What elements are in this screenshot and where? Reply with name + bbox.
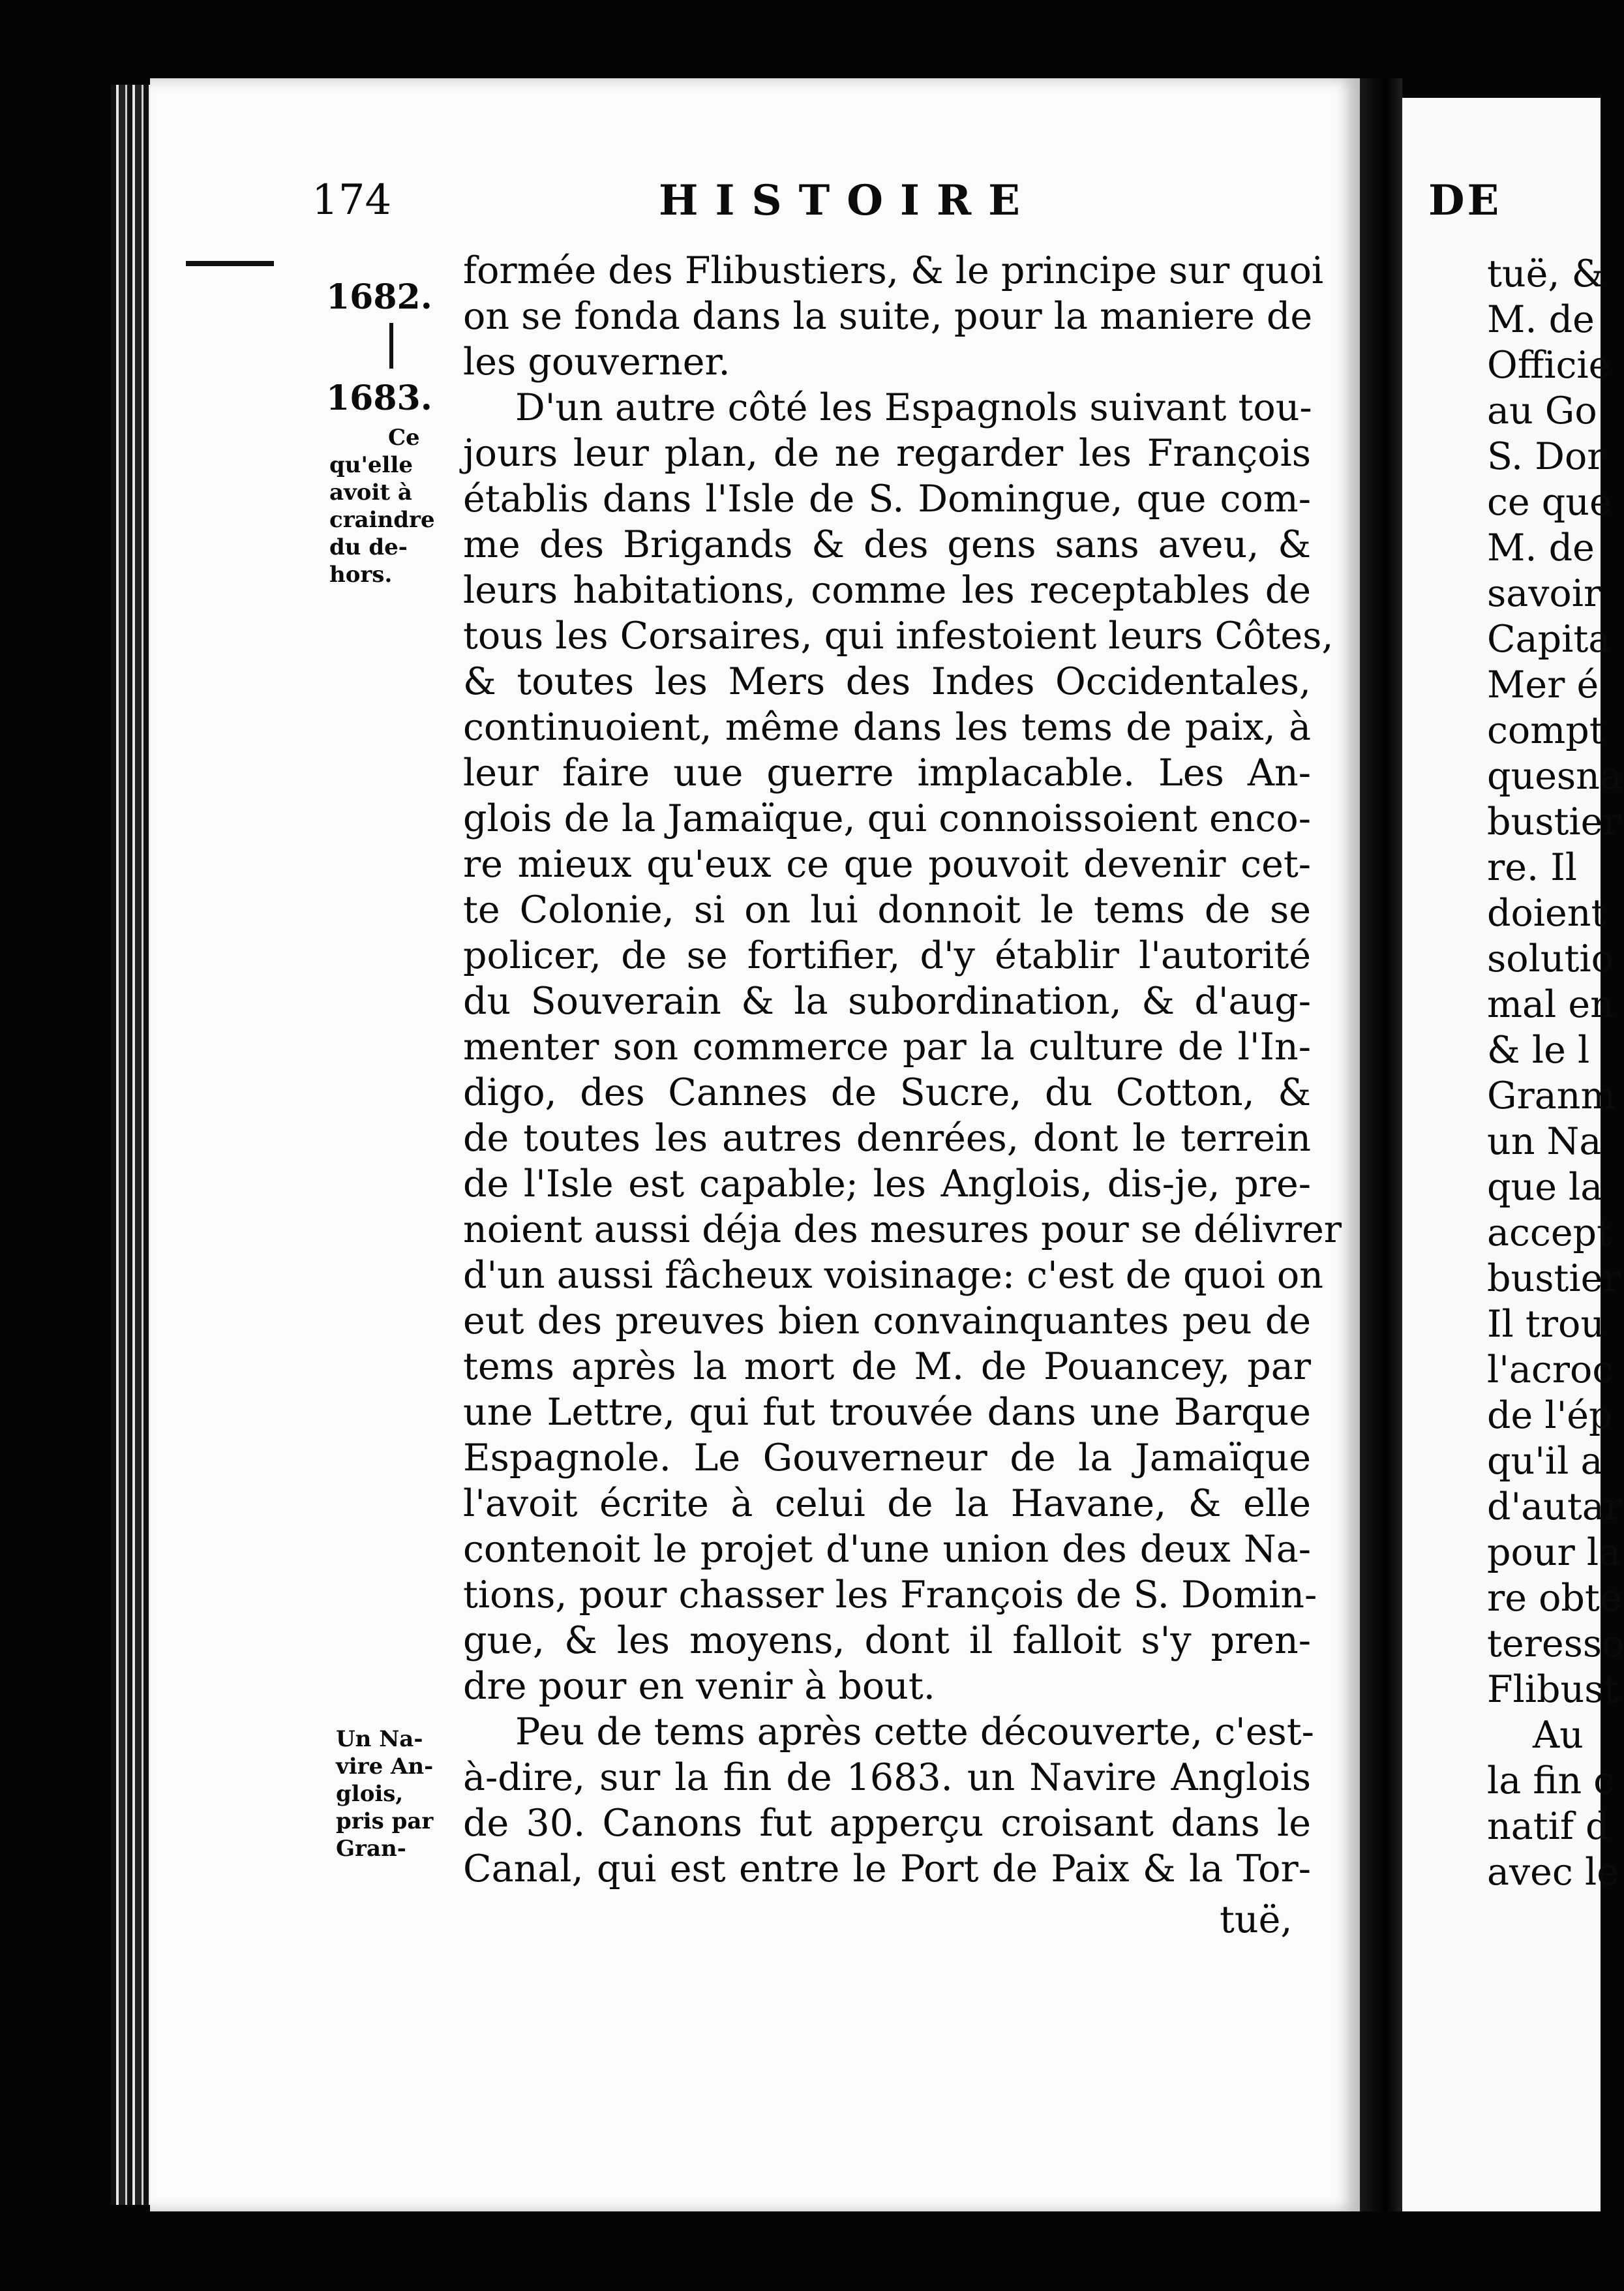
text-line: solutio <box>1487 937 1614 980</box>
page-number: 174 <box>312 176 392 224</box>
text-line: mal en <box>1487 983 1614 1026</box>
text-line: Flibust <box>1487 1668 1619 1711</box>
margin-note-line: vire An- <box>336 1753 434 1780</box>
text-line: à-dire, sur la fin de 1683. un Navire Anglois <box>463 1756 1311 1799</box>
right-body-text <box>1487 251 1624 1895</box>
text-line: te Colonie, si on lui donnoit le tems de se <box>463 888 1311 932</box>
text-line: M. de <box>1487 298 1595 341</box>
text-line: avec le <box>1487 1851 1619 1894</box>
text-line: Espagnole. Le Gouverneur de la Jamaïque <box>463 1436 1311 1479</box>
text-line: formée des Flibustiers, & le principe sur quoi <box>463 249 1324 292</box>
text-line: glois de la Jamaïque, qui connoissoient enco- <box>463 797 1311 840</box>
text-line: Capita <box>1487 618 1611 661</box>
margin-year: 1683. <box>326 378 432 418</box>
text-line: Granm <box>1487 1074 1616 1117</box>
text-line: l'avoit écrite à celui de la Havane, & elle <box>463 1482 1311 1525</box>
catchword: tuë, <box>1220 1898 1293 1941</box>
book-gutter <box>1360 78 1402 2211</box>
margin-note-line: glois, <box>336 1781 404 1807</box>
text-line: les gouverner. <box>463 341 730 384</box>
margin-note <box>329 424 444 588</box>
text-line: noient aussi déja des mesures pour se délivrer <box>463 1208 1342 1251</box>
margin-note-line: du de- <box>329 534 408 560</box>
text-line: gue, & les moyens, dont il falloit s'y pren- <box>463 1619 1311 1662</box>
text-line: menter son commerce par la culture de l'In- <box>463 1025 1311 1069</box>
page-header <box>0 176 1360 235</box>
text-line: que la <box>1487 1166 1603 1209</box>
text-line: d'autar <box>1487 1485 1622 1528</box>
text-line: M. de <box>1487 526 1595 569</box>
margin-rule <box>186 261 274 266</box>
text-line: pour la <box>1487 1531 1621 1574</box>
text-line: bustier <box>1487 800 1621 843</box>
text-line: continuoient, même dans les tems de paix, à <box>463 706 1311 749</box>
text-line: leurs habitations, comme les receptables de <box>463 569 1311 612</box>
text-line: de toutes les autres denrées, dont le terrein <box>463 1117 1311 1160</box>
text-line: contenoit le projet d'une union des deux Na- <box>463 1528 1311 1571</box>
text-line: teresso <box>1487 1622 1624 1665</box>
text-line: de l'ép <box>1487 1394 1613 1437</box>
text-line: établis dans l'Isle de S. Domingue, que com- <box>463 478 1311 521</box>
text-line: tous les Corsaires, qui infestoient leurs Côtes, <box>463 614 1334 658</box>
text-line: au Go <box>1487 389 1597 432</box>
text-line: leur faire uue guerre implacable. Les An- <box>463 751 1311 795</box>
text-line: savoir <box>1487 572 1602 615</box>
text-line: la fin c <box>1487 1759 1615 1802</box>
right-page <box>1402 98 1624 2211</box>
margin-note-line: hors. <box>329 562 393 588</box>
text-line: compt <box>1487 709 1604 752</box>
text-line: bustier <box>1487 1257 1621 1300</box>
text-line: de 30. Canons fut apperçu croisant dans le <box>463 1802 1311 1845</box>
text-line: Peu de tems après cette découverte, c'est- <box>515 1710 1314 1753</box>
text-line: tuë, & <box>1487 252 1605 296</box>
text-line: dre pour en venir à bout. <box>463 1665 935 1708</box>
running-title: HISTOIRE <box>659 176 1037 225</box>
text-line: quesna <box>1487 755 1622 798</box>
text-line: & toutes les Mers des Indes Occidentales, <box>463 660 1311 703</box>
margin-note-line: pris par <box>336 1808 434 1834</box>
margin-note <box>336 1725 463 1862</box>
margin-note-line: craindre <box>329 507 435 533</box>
margin-year-bar <box>389 323 393 369</box>
text-line: l'acroc <box>1487 1348 1614 1391</box>
text-line: d'un aussi fâcheux voisinage: c'est de quoi on <box>463 1254 1323 1297</box>
text-line: re. Il <box>1487 846 1577 889</box>
text-line: accept <box>1487 1211 1612 1254</box>
margin-note-line: avoit à <box>329 479 412 506</box>
right-running-title: DE <box>1428 176 1502 225</box>
text-line: me des Brigands & des gens sans aveu, & <box>463 523 1311 566</box>
text-line: tems après la mort de M. de Pouancey, par <box>463 1345 1311 1388</box>
margin-note-line: Un Na- <box>336 1726 423 1752</box>
margin-note-line: Gran- <box>336 1836 406 1862</box>
text-line: S. Dor <box>1487 435 1605 478</box>
text-line: digo, des Cannes de Sucre, du Cotton, & <box>463 1071 1311 1114</box>
text-line: Officie <box>1487 344 1611 387</box>
text-line: D'un autre côté les Espagnols suivant tou- <box>515 386 1312 429</box>
text-line: re obte <box>1487 1577 1622 1620</box>
text-line: une Lettre, qui fut trouvée dans une Barque <box>463 1391 1311 1434</box>
text-line: un Na <box>1487 1120 1602 1163</box>
text-line: on se fonda dans la suite, pour la maniere de <box>463 295 1313 338</box>
text-line: natif d <box>1487 1805 1610 1848</box>
margin-note-line: Ce <box>388 425 420 451</box>
text-line: du Souverain & la subordination, & d'aug- <box>463 980 1311 1023</box>
text-line: qu'il a <box>1487 1440 1603 1483</box>
text-line: Au <box>1533 1714 1584 1757</box>
text-line: de l'Isle est capable; les Anglois, dis-je, pre- <box>463 1162 1311 1206</box>
text-line: Mer é <box>1487 663 1599 706</box>
text-line: re mieux qu'eux ce que pouvoit devenir cet- <box>463 843 1311 886</box>
margin-year: 1682. <box>326 277 432 317</box>
margin-note-line: qu'elle <box>329 452 413 478</box>
text-line: Canal, qui est entre le Port de Paix & la Tor- <box>463 1847 1311 1890</box>
text-line: policer, de se fortifier, d'y établir l'autorité <box>463 934 1311 977</box>
text-line: jours leur plan, de ne regarder les François <box>463 432 1311 475</box>
text-line: & le l <box>1487 1029 1590 1072</box>
body-text <box>463 248 1342 1892</box>
text-line: doient <box>1487 892 1606 935</box>
text-line: eut des preuves bien convainquantes peu de <box>463 1299 1311 1343</box>
text-line: ce que <box>1487 481 1612 524</box>
text-line: Il trou <box>1487 1303 1605 1346</box>
text-line: tions, pour chasser les François de S. Domin- <box>463 1573 1317 1616</box>
